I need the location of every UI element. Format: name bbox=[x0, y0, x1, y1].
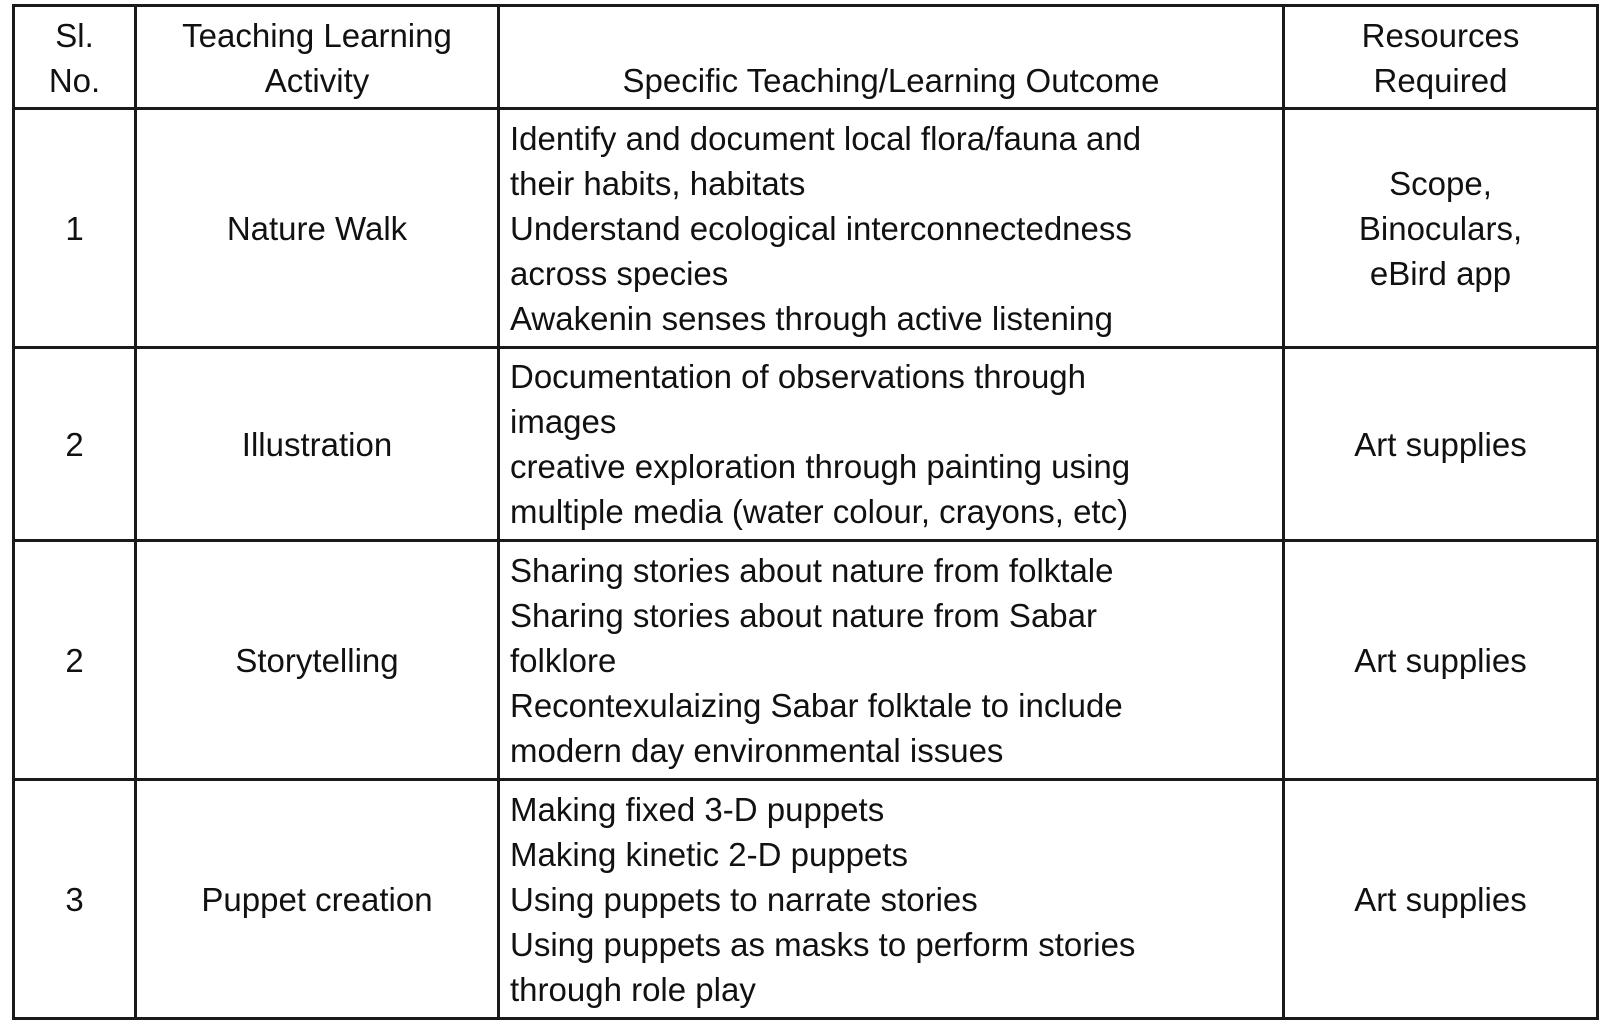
resources-cell bbox=[1284, 109, 1598, 348]
header-text-line: No. bbox=[48, 62, 101, 99]
outcome-cell bbox=[499, 541, 1284, 780]
sl-no-cell: 1 bbox=[14, 109, 136, 348]
activity-cell: Illustration bbox=[136, 348, 499, 541]
header-resources bbox=[1284, 6, 1598, 109]
activity-cell: Puppet creation bbox=[136, 780, 499, 1019]
header-row bbox=[14, 6, 1598, 109]
sl-no-cell: 3 bbox=[14, 780, 136, 1019]
resource-line: Art supplies bbox=[1354, 880, 1527, 918]
outcome-line: folklore bbox=[510, 641, 617, 679]
table-row bbox=[14, 541, 1598, 780]
outcome-line: through role play bbox=[510, 970, 756, 1008]
header-text-line: Activity bbox=[264, 62, 370, 99]
outcome-line: modern day environmental issues bbox=[510, 731, 1004, 769]
outcome-line: Understand ecological interconnectedness bbox=[510, 209, 1132, 247]
header-text-line: Required bbox=[1373, 62, 1508, 99]
outcome-line: Using puppets to narrate stories bbox=[510, 880, 978, 918]
outcome-line: Awakenin senses through active listening bbox=[510, 299, 1113, 337]
lesson-plan-table bbox=[12, 4, 1599, 1020]
outcome-cell bbox=[499, 348, 1284, 541]
outcome-cell bbox=[499, 780, 1284, 1019]
header-activity bbox=[136, 6, 499, 109]
header-outcome bbox=[499, 6, 1284, 109]
outcome-line: their habits, habitats bbox=[510, 164, 806, 202]
outcome-line: Making kinetic 2-D puppets bbox=[510, 835, 909, 873]
header-text-line: Sl. bbox=[55, 17, 94, 54]
sl-no-cell: 2 bbox=[14, 348, 136, 541]
table-row bbox=[14, 348, 1598, 541]
outcome-line: creative exploration through painting using bbox=[510, 448, 1131, 485]
table-row bbox=[14, 109, 1598, 348]
header-text-line: Resources bbox=[1361, 17, 1520, 54]
sl-no-cell: 2 bbox=[14, 541, 136, 780]
outcome-line: Documentation of observations through bbox=[510, 358, 1087, 395]
activity-cell: Storytelling bbox=[136, 541, 499, 780]
activity-cell: Nature Walk bbox=[136, 109, 499, 348]
outcome-line: Making fixed 3-D puppets bbox=[510, 790, 885, 828]
resources-cell bbox=[1284, 780, 1598, 1019]
table-row bbox=[14, 780, 1598, 1019]
resource-line: Scope, bbox=[1389, 164, 1492, 202]
resource-line: Binoculars, bbox=[1358, 209, 1523, 247]
outcome-line: Sharing stories about nature from Sabar bbox=[510, 596, 1097, 634]
resources-cell bbox=[1284, 348, 1598, 541]
outcome-line: Sharing stories about nature from folktale bbox=[510, 551, 1114, 589]
outcome-cell bbox=[499, 109, 1284, 348]
header-sl-no bbox=[14, 6, 136, 109]
resource-line: eBird app bbox=[1369, 254, 1512, 292]
outcome-line: images bbox=[510, 403, 617, 440]
header-text-line: Specific Teaching/Learning Outcome bbox=[622, 62, 1160, 99]
outcome-line: multiple media (water colour, crayons, etc) bbox=[510, 493, 1129, 530]
outcome-line: Recontexulaizing Sabar folktale to include bbox=[510, 686, 1123, 724]
resources-cell bbox=[1284, 541, 1598, 780]
outcome-line: across species bbox=[510, 254, 729, 292]
outcome-line: Identify and document local flora/fauna and bbox=[510, 119, 1142, 157]
resource-line: Art supplies bbox=[1354, 641, 1527, 679]
resource-line: Art supplies bbox=[1354, 425, 1527, 463]
outcome-line: Using puppets as masks to perform stories bbox=[510, 925, 1136, 963]
header-text-line: Teaching Learning bbox=[182, 17, 452, 54]
